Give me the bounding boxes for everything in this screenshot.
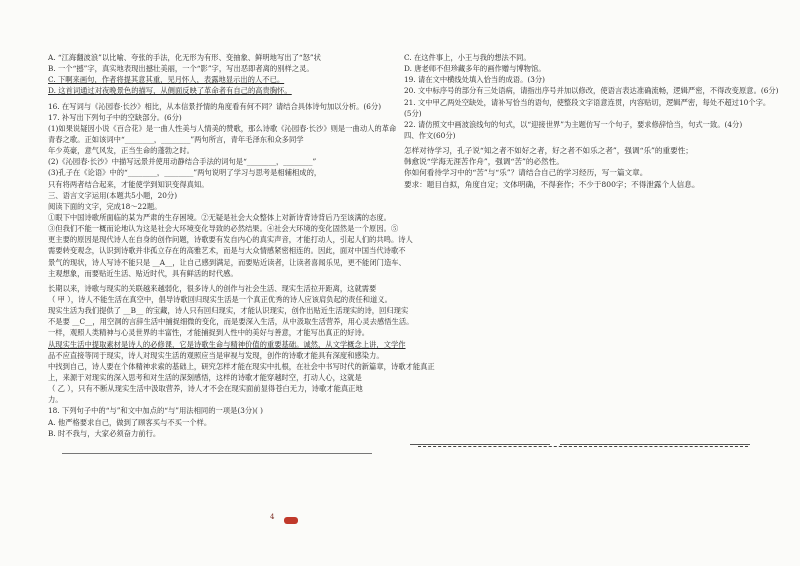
q17-part3-line2: 只有将两者结合起来，才能使学到知识变得真知。 [48,179,209,189]
q18-option-a: A. 他严格要求自己，做到了顾客买与不买一个样。 [48,417,212,427]
option-c-line: C. 下啊来画句，作者将提其意其重，见月怀人，表露地显示出的人不已。 [48,75,285,85]
passage-line-2: ③但我们不能一概而论地认为这是社会大环境变化导致的必然结果。④社会大环境的变化固然是一个原因。⑤ [48,224,399,234]
option-a-line: A. “江海翻波浪”以比喻、夸张的手法，化无形为有形、变抽象、鲜明地写出了“怒”状 [48,53,321,62]
q18-option-c: C. 在这件事上，小王与我的想法不同。 [404,53,531,62]
left-footer-rule [62,453,372,454]
q17-part1-line2: 青春之歌。正如该词中“________，________”两句所言，青年毛泽东和众多同学 [48,134,304,144]
passage-line-4: 需要转变观念，认识到诗歌并非孤立存在的高雅艺术，而是与大众情感紧密相连的。因此，面对中国当代诗歌不 [48,246,406,256]
question-20: 20. 文中标序号的部分有三处语病，请指出序号并加以修改，使语言表达准确流畅，逻辑严密，不得改变原意。(6分) [404,86,779,96]
section-3-heading: 三、语言文字运用(本题共5小题，20分) [48,190,178,200]
essay-prompt-line2: 韩愈说“学海无涯苦作舟”，强调“苦”的必然性。 [404,157,564,167]
question-17: 17. 补写出下列句子中的空缺部分。(6分) [48,112,182,122]
q17-part1-line1: (1)如果说疑因小说《百合花》是一曲人性美与人情美的赞歌，那么诗歌《沁园春·长沙》则是一曲动人的革命 [48,123,397,133]
passage-line-9: 现实生活为我们提供了 __B__ 的宝藏，诗人只有回归现实，才能认识现实，创作出贴近生活现实的诗，回归现实 [48,306,409,316]
question-18: 18. 下列句子中的“与”和文中加点的“与”用法相同的一项是(3分)( ) [48,406,264,416]
option-d-line: D. 这首词通过对夜晚景色的描写，从侧面反映了革命者有自己的高贵胸怀。 [48,86,292,96]
option-b-line: B. 一个“撼”字，真实地表现出撼壮美丽，一个“影”字，写出恶即者离的别样之灵。 [48,64,314,74]
reading-instruction: 阅读下面的文字，完成18～22题。 [48,201,162,211]
passage-line-11: 一样，观照人类精神与心灵世界的丰富性，才能捕捉到人性中的美好与善意，才能写出真正的好诗。 [48,328,370,338]
question-21: 21. 文中甲乙两处空缺处，请补写恰当的语句，使整段文字语意连贯，内容贴切，逻辑严密，每处不超过10个字。 [404,97,771,107]
passage-line-1: ①眼下中国诗歌所面临的某为严肃的生存困境。②无疑是社会大众整体上对新诗背诗背后乃至该满的态度。 [48,212,391,222]
passage-line-13: 品不应直接等同于现实，诗人对现实生活的观照应当是审视与发现，创作的诗歌才能具有深度和感染力。 [48,350,384,360]
essay-prompt-line1: 怎样对待学习，孔子说“知之者不如好之者，好之者不如乐之者”，强调“乐”的重要性； [404,146,693,156]
passage-line-6: 主观想象，而要贴近生活、贴近时代，具有鲜活的时代感。 [48,268,238,278]
q18-option-d: D. 唐老师不但珍藏多年的画作赠与博物馆。 [404,64,546,74]
passage-line-17: 力。 [48,395,63,405]
section-4-heading: 四、作文(60分) [404,130,456,140]
passage-line-16: （ 乙 ），只有不断从现实生活中汲取营养，诗人才不会在现实面前显得苍白无力，诗歌才能真正地 [48,384,363,394]
passage-line-5: 景气的现状，诗人写诗不能只是 __A__，让自己感到满足，而要贴近读者，让读者喜闻乐见，更不能闭门造车、 [48,257,406,267]
answer-rule-2 [560,444,750,445]
passage-line-8: （ 甲 ），诗人不能生活在真空中，倡导诗歌回归现实生活是一个真正优秀的诗人应该肩负起的责任和道义。 [48,294,392,304]
question-16: 16. 在写词与《沁园春·长沙》相比，从本信景抒情的角度看有何不同？请结合具体诗句加以分析。(6分) [48,101,382,111]
red-stamp-mark [284,517,298,524]
q18-option-b: B. 时不我与，大家必须奋力前行。 [48,428,161,438]
right-column [404,52,779,190]
essay-prompt-line3: 你如何看待学习中的“苦”与“乐”？请结合自己的学习经历，写一篇文章。 [404,168,648,178]
passage-line-7: 长期以来，诗歌与现实的关联越来越弱化，很多诗人的创作与社会生活、现实生活拉开距离，这就需要 [48,283,377,293]
essay-requirements: 要求：题目自拟，角度自定；文体明确，不得套作；不少于800字；不得泄露个人信息。 [404,179,700,189]
passage-line-12: 从现实生活中提取素材是诗人的必修课，它是诗歌生命与精神价值的重要基础。诚然，从文学概念上讲，文学作 [48,339,406,349]
passage-line-15: 上，来源于对现实的深入思考和对生活的深刻感悟，这样的诗歌才能穿越时空，打动人心，这就是 [48,372,362,382]
passage-line-3: 更主要的原因是现代诗人在自身的创作问题，诗歌要有发自内心的真实声音，才能打动人，引起人们的共鸣。诗人 [48,235,413,245]
q17-part2: (2)《沁园春·长沙》中描写远景并使用动静结合手法的词句是“________，________” [48,157,317,167]
page-number: 4 [270,513,275,521]
question-22: 22. 请仿照文中画波浪线句的句式，以“迎接世界”为主题仿写一个句子，要求修辞恰当，句式一致。(4分) [404,119,743,129]
q17-part1-line3: 年少英豪，意气风发，正当生命的蓬勃之时。 [48,146,194,156]
passage-line-10: 不是要 __C__，用空洞的言辞生活中捕捉细微的变化，而是要深入生活，从中汲取生活营养，用心灵去感悟生活。 [48,317,414,327]
passage-line-14: 中找到自己，诗人要在个体精神求索的基础上，研究怎样才能在现实中扎根，在社会中书写时代的新篇章，诗歌才能真正 [48,361,435,371]
question-21-score: (5分) [404,108,422,118]
answer-dash-rule [418,446,748,447]
q17-part3-line1: (3)孔子在《论语》中的“________，________”两句说明了学习与思考是相辅相成的， [48,168,322,178]
question-19: 19. 请在文中横线处填入恰当的成语。(3分) [404,75,546,85]
answer-rule-1 [410,444,550,445]
